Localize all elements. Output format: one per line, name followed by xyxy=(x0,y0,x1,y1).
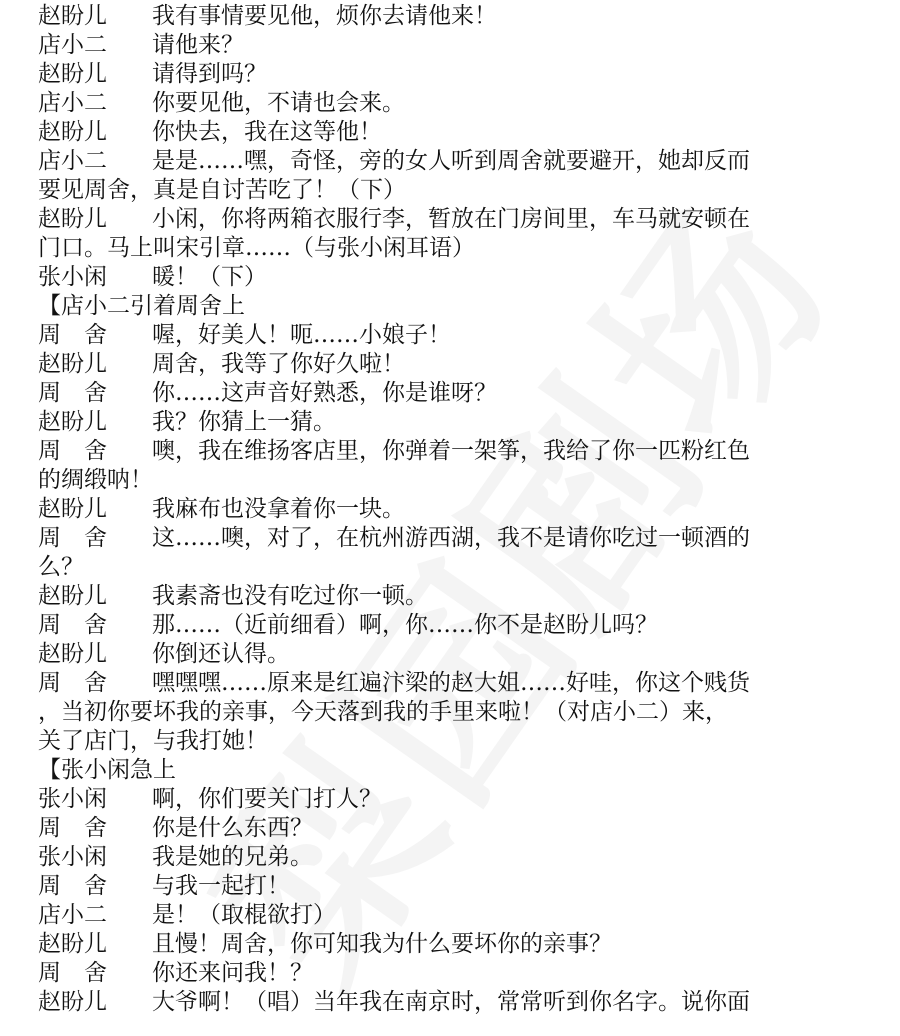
dialogue-text: 请他来？ xyxy=(152,32,244,58)
dialogue-line xyxy=(38,959,874,988)
dialogue-text: 是是……嘿，奇怪，旁的女人听到周舍就要避开，她却反而 xyxy=(152,148,750,174)
speaker-name: 赵盼儿 xyxy=(38,119,107,145)
dialogue-text: 嘿嘿嘿……原来是红遍汴梁的赵大姐……好哇，你这个贱货 xyxy=(152,670,750,696)
dialogue-text: 你是什么东西？ xyxy=(152,815,313,841)
dialogue-text: 周舍，我等了你好久啦！ xyxy=(152,351,405,377)
speaker-name: 店小二 xyxy=(38,90,107,116)
dialogue-text: 是！（取棍欲打） xyxy=(152,902,336,928)
continuation-line xyxy=(38,176,874,205)
continuation-text: 【店小二引着周舍上 xyxy=(38,293,245,319)
dialogue-line xyxy=(38,205,874,234)
dialogue-text: 你要见他，不请也会来。 xyxy=(152,90,405,116)
dialogue-line xyxy=(38,89,874,118)
continuation-line xyxy=(38,698,874,727)
continuation-line xyxy=(38,292,874,321)
speaker-name: 赵盼儿 xyxy=(38,496,107,522)
speaker-name: 店小二 xyxy=(38,32,107,58)
speaker-name: 赵盼儿 xyxy=(38,641,107,667)
dialogue-text: 那……（近前细看）啊，你……你不是赵盼儿吗？ xyxy=(152,612,658,638)
dialogue-text: 喔，好美人！呃……小娘子！ xyxy=(152,322,451,348)
dialogue-line xyxy=(38,321,874,350)
dialogue-text: 与我一起打！ xyxy=(152,873,290,899)
speaker-name: 周 舍 xyxy=(38,815,107,841)
dialogue-text: 大爷啊！（唱）当年我在南京时，常常听到你名字。说你面 xyxy=(152,989,750,1015)
dialogue-text: 我有事情要见他，烦你去请他来！ xyxy=(152,3,497,29)
dialogue-line xyxy=(38,640,874,669)
dialogue-text: 你快去，我在这等他！ xyxy=(152,119,382,145)
dialogue-line xyxy=(38,669,874,698)
dialogue-text: 我是她的兄弟。 xyxy=(152,844,313,870)
dialogue-line xyxy=(38,785,874,814)
continuation-text: 的绸缎呐！ xyxy=(38,467,153,493)
dialogue-line xyxy=(38,524,874,553)
dialogue-text: 我麻布也没拿着你一块。 xyxy=(152,496,405,522)
dialogue-text: 你倒还认得。 xyxy=(152,641,290,667)
continuation-line xyxy=(38,553,874,582)
dialogue-line xyxy=(38,263,874,292)
dialogue-line xyxy=(38,118,874,147)
continuation-line xyxy=(38,234,874,263)
dialogue-text: 你还来问我！？ xyxy=(152,960,313,986)
continuation-text: ，当初你要坏我的亲事，今天落到我的手里来啦！（对店小二）来， xyxy=(38,699,728,725)
dialogue-text: 这……噢，对了，在杭州游西湖，我不是请你吃过一顿酒的 xyxy=(152,525,750,551)
dialogue-line xyxy=(38,930,874,959)
speaker-name: 赵盼儿 xyxy=(38,583,107,609)
continuation-line xyxy=(38,466,874,495)
speaker-name: 赵盼儿 xyxy=(38,351,107,377)
dialogue-text: 小闲，你将两箱衣服行李，暂放在门房间里，车马就安顿在 xyxy=(152,206,750,232)
speaker-name: 赵盼儿 xyxy=(38,61,107,87)
speaker-name: 赵盼儿 xyxy=(38,931,107,957)
speaker-name: 周 舍 xyxy=(38,438,107,464)
speaker-name: 赵盼儿 xyxy=(38,3,107,29)
dialogue-line xyxy=(38,901,874,930)
script-body xyxy=(38,2,874,1017)
continuation-text: 要见周舍，真是自讨苦吃了！（下） xyxy=(38,177,406,203)
speaker-name: 周 舍 xyxy=(38,960,107,986)
dialogue-line xyxy=(38,872,874,901)
dialogue-line xyxy=(38,437,874,466)
continuation-line xyxy=(38,727,874,756)
continuation-text: 门口。马上叫宋引章……（与张小闲耳语） xyxy=(38,235,475,261)
dialogue-line xyxy=(38,350,874,379)
speaker-name: 周 舍 xyxy=(38,380,107,406)
speaker-name: 周 舍 xyxy=(38,873,107,899)
dialogue-text: 且慢！周舍，你可知我为什么要坏你的亲事？ xyxy=(152,931,612,957)
dialogue-line xyxy=(38,843,874,872)
dialogue-line xyxy=(38,379,874,408)
speaker-name: 周 舍 xyxy=(38,670,107,696)
dialogue-line xyxy=(38,611,874,640)
dialogue-text: 暖！（下） xyxy=(152,264,267,290)
speaker-name: 张小闲 xyxy=(38,786,107,812)
dialogue-line xyxy=(38,495,874,524)
speaker-name: 赵盼儿 xyxy=(38,206,107,232)
dialogue-line xyxy=(38,988,874,1017)
speaker-name: 周 舍 xyxy=(38,322,107,348)
dialogue-text: 请得到吗？ xyxy=(152,61,267,87)
dialogue-line xyxy=(38,31,874,60)
dialogue-text: 我？你猜上一猜。 xyxy=(152,409,336,435)
dialogue-text: 你……这声音好熟悉，你是谁呀？ xyxy=(152,380,497,406)
continuation-line xyxy=(38,756,874,785)
speaker-name: 赵盼儿 xyxy=(38,989,107,1015)
dialogue-line xyxy=(38,814,874,843)
continuation-text: 么？ xyxy=(38,554,84,580)
speaker-name: 店小二 xyxy=(38,148,107,174)
speaker-name: 店小二 xyxy=(38,902,107,928)
dialogue-text: 噢，我在维扬客店里，你弹着一架筝，我给了你一匹粉红色 xyxy=(152,438,750,464)
speaker-name: 周 舍 xyxy=(38,612,107,638)
dialogue-line xyxy=(38,582,874,611)
speaker-name: 张小闲 xyxy=(38,264,107,290)
dialogue-line xyxy=(38,2,874,31)
speaker-name: 赵盼儿 xyxy=(38,409,107,435)
dialogue-line xyxy=(38,147,874,176)
dialogue-text: 我素斋也没有吃过你一顿。 xyxy=(152,583,428,609)
continuation-text: 关了店门，与我打她！ xyxy=(38,728,268,754)
continuation-text: 【张小闲急上 xyxy=(38,757,176,783)
dialogue-text: 啊，你们要关门打人？ xyxy=(152,786,382,812)
dialogue-line xyxy=(38,60,874,89)
dialogue-line xyxy=(38,408,874,437)
speaker-name: 张小闲 xyxy=(38,844,107,870)
speaker-name: 周 舍 xyxy=(38,525,107,551)
